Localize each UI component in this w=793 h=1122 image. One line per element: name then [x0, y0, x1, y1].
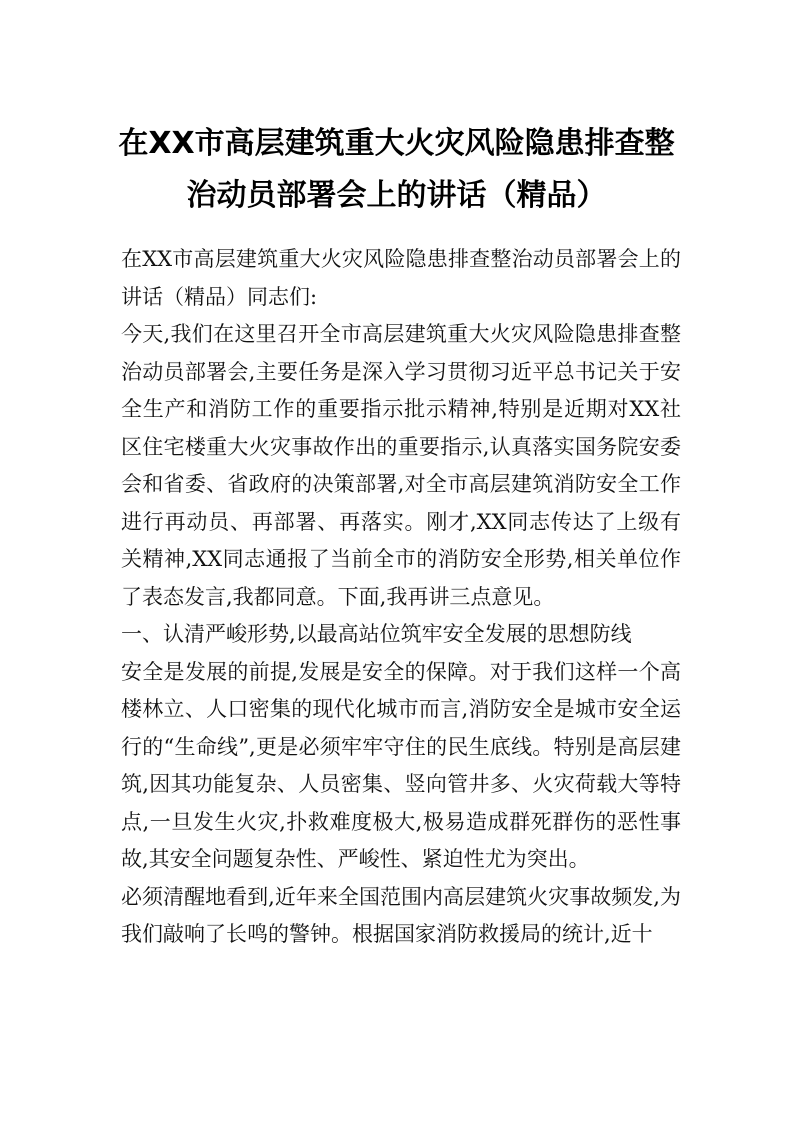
- paragraph-fire-statistics: 必须清醒地看到,近年来全国范围内高层建筑火灾事故频发,为我们敲响了长鸣的警钟。根据国家消防救援局的统计,近十: [121, 884, 681, 946]
- page-title: [100, 118, 693, 222]
- document-body: [121, 241, 681, 954]
- title-line-2: 治动员部署会上的讲话（精品）: [186, 178, 607, 213]
- section-heading-1: 一、认清严峻形势,以最高站位筑牢安全发展的思想防线: [121, 622, 632, 646]
- title-line-1: 在XX市高层建筑重大火灾风险隐患排查整: [118, 126, 675, 161]
- paragraph-introduction: 今天,我们在这里召开全市高层建筑重大火灾风险隐患排查整治动员部署会,主要任务是深入学习贯彻习近平总书记关于安全生产和消防工作的重要指示批示精神,特别是近期对XX社区住宅楼重大火灾事故作出的重要指示,认真落实国务院安委会和省委、省政府的决策部署,对全市高层建筑消防安全工作进行再动员、再部署、再落实。刚才,XX同志传达了上级有关精神,XX同志通报了当前全市的消防安全形势,相关单位作了表态发言,我都同意。下面,我再讲三点意见。: [121, 322, 681, 609]
- paragraph-safety-importance: 安全是发展的前提,发展是安全的保障。对于我们这样一个高楼林立、人口密集的现代化城市而言,消防安全是城市安全运行的“生命线”,更是必须牢牢守住的民生底线。特别是高层建筑,因其功能复杂、人员密集、竖向管井多、火灾荷载大等特点,一旦发生火灾,扑救难度极大,极易造成群死群伤的恶性事故,其安全问题复杂性、严峻性、紧迫性尤为突出。: [121, 659, 681, 871]
- paragraph-opening: 在XX市高层建筑重大火灾风险隐患排查整治动员部署会上的讲话（精品）同志们:: [121, 247, 681, 309]
